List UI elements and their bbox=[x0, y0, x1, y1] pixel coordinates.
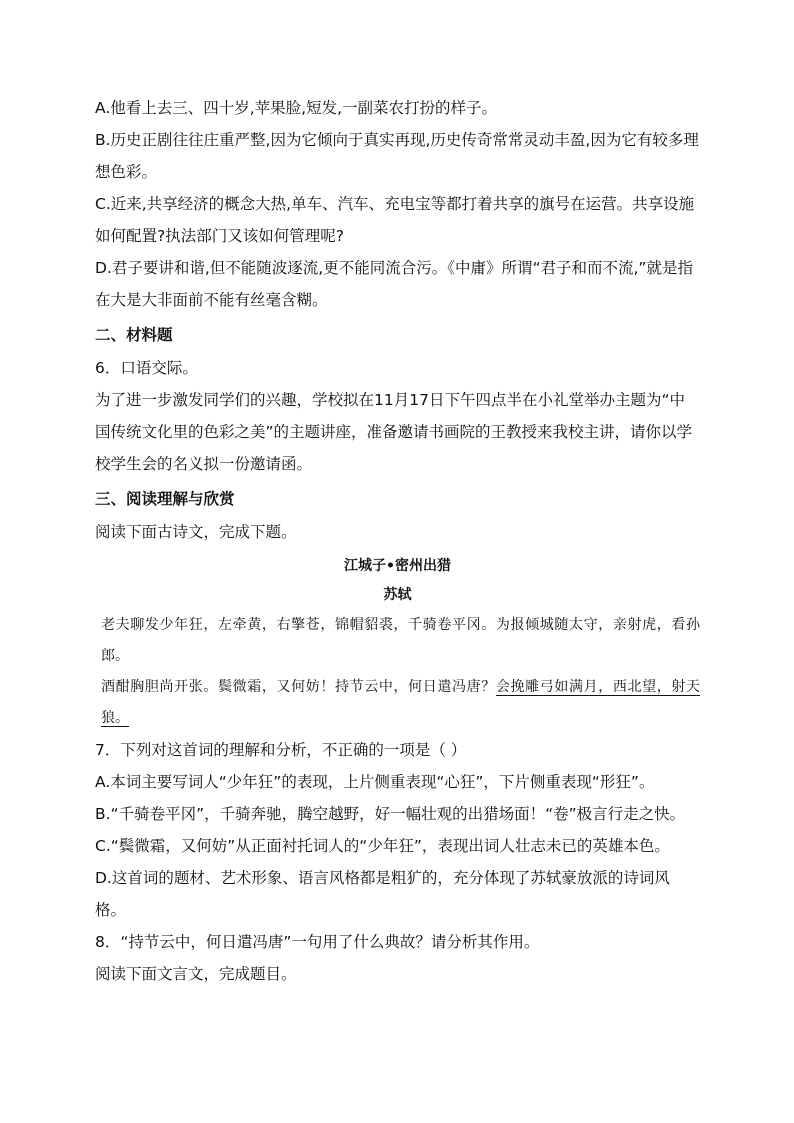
question-8: 8．“持节云中，何日遣冯唐”一句用了什么典故？请分析其作用。 bbox=[95, 933, 540, 951]
poem-author: 苏轼 bbox=[383, 587, 412, 603]
section-heading-reading: 三、阅读理解与欣赏 bbox=[95, 490, 235, 508]
option-b: B.历史正剧往往庄重严整,因为它倾向于真实再现,历史传奇常常灵动丰盈,因为它有较多理想色彩。 bbox=[95, 131, 699, 181]
question-7-option-c: C.“鬓微霜，又何妨”从正面衬托词人的“少年狂”，表现出词人壮志未已的英雄本色。 bbox=[95, 837, 670, 855]
question-7-stem: 7．下列对这首词的理解和分析，不正确的一项是（ ） bbox=[95, 741, 467, 759]
poem-title: 江城子•密州出猎 bbox=[344, 558, 451, 574]
poem-stanza-2 bbox=[95, 672, 700, 734]
question-7-option-b: B.“千骑卷平冈”，千骑奔驰，腾空越野，好一幅壮观的出猎场面！“卷”极言行走之快。 bbox=[95, 805, 686, 823]
document-page bbox=[95, 92, 700, 990]
question-7-option-d: D.这首词的题材、艺术形象、语言风格都是粗犷的，充分体现了苏轼豪放派的诗词风格。 bbox=[95, 869, 670, 919]
next-reading-intro: 阅读下面文言文，完成题目。 bbox=[95, 965, 297, 983]
option-c: C.近来,共享经济的概念大热,单车、汽车、充电宝等都打着共享的旗号在运营。共享设施如何配置?执法部门又该如何管理呢? bbox=[95, 195, 695, 245]
poem-stanza-2-plain: 酒酣胸胆尚开张。鬓微霜，又何妨！持节云中，何日遣冯唐？ bbox=[101, 679, 496, 695]
section-heading-materials: 二、材料题 bbox=[95, 326, 173, 344]
reading-intro: 阅读下面古诗文，完成下题。 bbox=[95, 523, 297, 541]
question-6-text: 为了进一步激发同学们的兴趣，学校拟在11月17日下午四点半在小礼堂举办主题为“中国传统文化里的色彩之美”的主题讲座，准备邀请书画院的王教授来我校主讲，请你以学校学生会的名义拟一份邀请函。 bbox=[95, 391, 693, 473]
option-d: D.君子要讲和谐,但不能随波逐流,更不能同流合污。《中庸》所谓“君子和而不流,”就是指在大是大非面前不能有丝毫含糊。 bbox=[95, 259, 693, 309]
question-7-option-a: A.本词主要写词人“少年狂”的表现，上片侧重表现“心狂”，下片侧重表现“形狂”。 bbox=[95, 773, 655, 791]
poem-stanza-2-underlined: 会挽雕弓如满月，西北望，射天狼。 bbox=[101, 679, 700, 726]
question-6-label: 6．口语交际。 bbox=[95, 359, 198, 377]
poem-stanza-1: 老夫聊发少年狂，左牵黄，右擎苍，锦帽貂裘，千骑卷平冈。为报倾城随太守，亲射虎，看孙郎。 bbox=[101, 617, 700, 664]
option-a: A.他看上去三、四十岁,苹果脸,短发,一副菜农打扮的样子。 bbox=[95, 99, 498, 117]
